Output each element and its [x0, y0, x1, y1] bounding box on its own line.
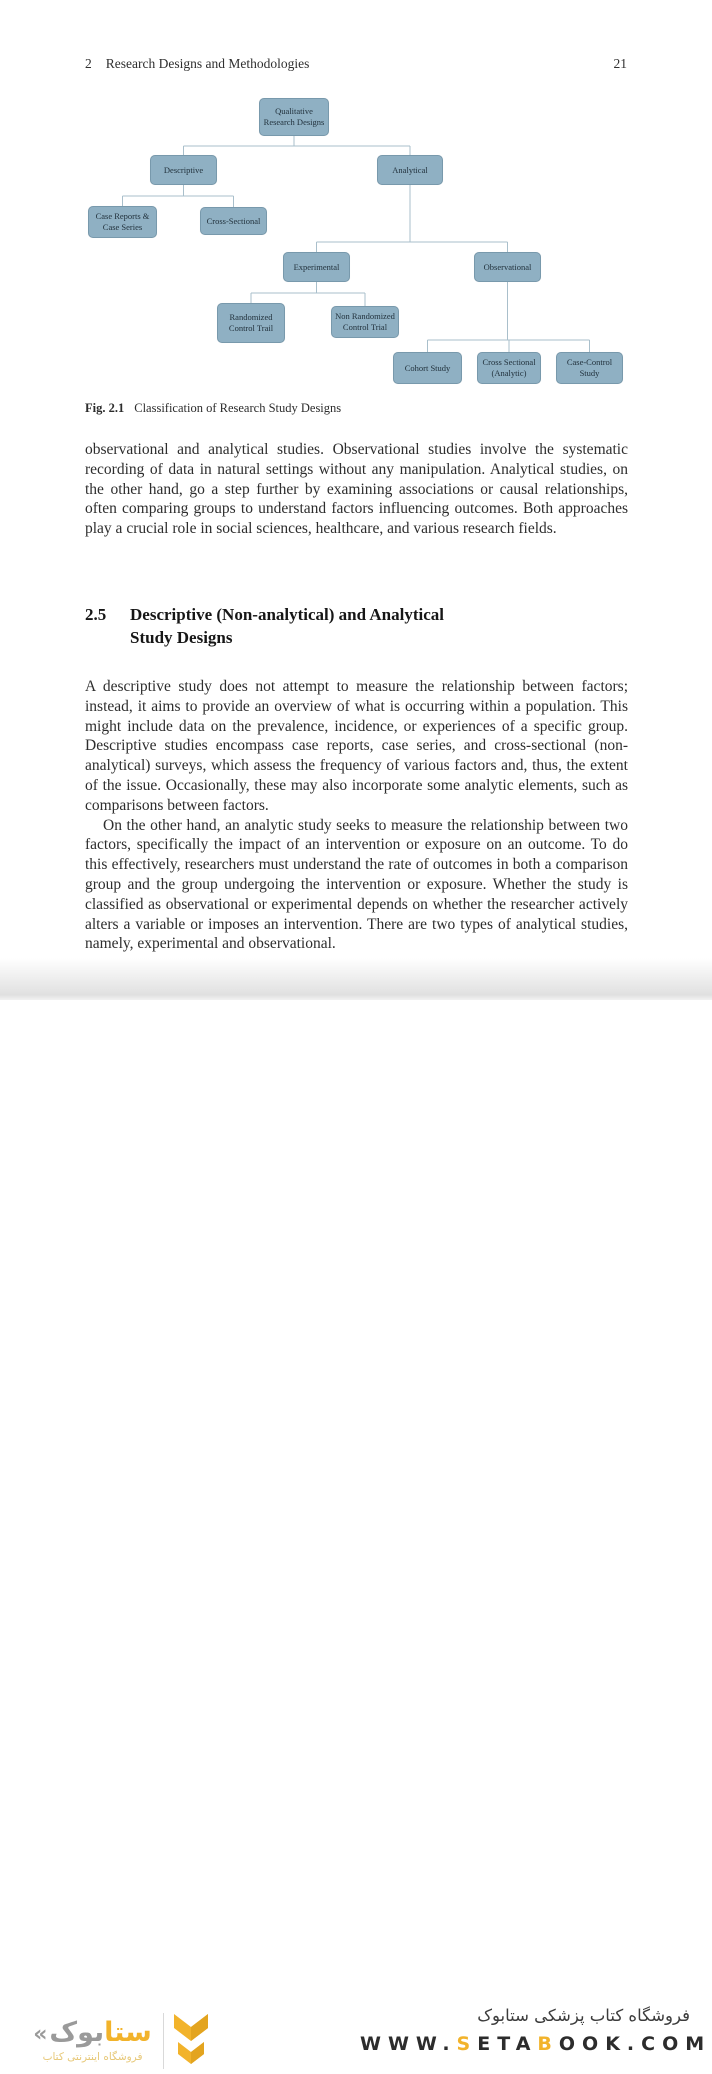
page-bottom-shadow	[0, 958, 712, 1000]
flowchart-node-cross-sectional-analytic: Cross Sectional (Analytic)	[477, 352, 541, 384]
figure-caption	[85, 401, 630, 416]
setabook-logo	[30, 2008, 210, 2074]
wordmark-gray-part: بوک	[49, 2017, 105, 2048]
url-part: OOK.COM	[558, 2033, 712, 2055]
section-number: 2.5	[85, 605, 107, 624]
paragraph-observational-analytical: observational and analytical studies. Observational studies involve the systematic recording of data in natural settings without any manipulation. Analytical studies, on the other hand, go a step further by examining associations or causal relationships, often comparing groups to understand factors influencing outcomes. Both approaches play a crucial role in social sciences, healthcare, and various research fields.	[85, 441, 628, 538]
setabook-wordmark-block	[30, 2019, 155, 2063]
flowchart-node-cohort-study: Cohort Study	[393, 352, 462, 384]
logo-tagline: فروشگاه اینترنتی کتاب	[42, 2051, 143, 2063]
section-title-line1: Descriptive (Non-analytical) and Analytical	[130, 605, 445, 624]
paragraph-descriptive-study: A descriptive study does not attempt to measure the relationship between factors; instead, it aims to provide an overview of what is occurring within a population. This might include data on the prevalence, incidence, or experiences of a specific group. Descriptive studies encompass case reports, case series, and cross-sectional (non-analytical) surveys, which assess the frequency of various factors and, thus, the extent of the issue. Occasionally, these may also incorporate some analytic elements, such as comparisons between factors.	[85, 678, 628, 814]
guillemet-mark: «	[33, 2022, 48, 2047]
store-name-persian: فروشگاه کتاب پزشکی ستابوک	[477, 2006, 690, 2025]
section-body-text	[85, 677, 628, 954]
figure-2-1-flowchart	[85, 95, 630, 395]
flowchart-node-case-reports-series: Case Reports & Case Series	[88, 206, 157, 238]
footer-watermark	[0, 1000, 712, 2063]
figure-caption-label: Fig. 2.1	[85, 401, 125, 415]
setabook-wordmark	[30, 2019, 155, 2046]
url-gold-b: B	[537, 2033, 559, 2055]
page-number: 21	[613, 56, 627, 71]
running-head-title	[85, 56, 309, 72]
chapter-title: Research Designs and Methodologies	[105, 56, 310, 71]
figure-caption-text: Classification of Research Study Designs	[134, 401, 342, 415]
paragraph-analytic-study: On the other hand, an analytic study seeks to measure the relationship between two factors, specifically the impact of an intervention or exposure on an outcome. To do this effectively, researchers must understand the rate of outcomes in both a comparison group and the group undergoing the intervention or exposure. Whether the study is classified as observational or experimental depends on whether the researcher actively alters a variable or imposes an intervention. There are two types of analytical studies, namely, experimental and observational.	[85, 816, 628, 953]
section-heading-2-5	[85, 603, 628, 649]
flowchart-connector-lines	[85, 95, 630, 395]
section-title-line2: Study Designs	[130, 628, 233, 647]
running-head	[85, 56, 627, 72]
flowchart-node-experimental: Experimental	[283, 252, 350, 282]
footer-store-info	[360, 2006, 712, 2055]
flowchart-node-randomized-control-trial: Randomized Control Trail	[217, 303, 285, 343]
url-part: WWW.	[360, 2033, 457, 2055]
chapter-number: 2	[85, 56, 92, 71]
url-part: ETA	[477, 2033, 538, 2055]
flowchart-node-analytical: Analytical	[377, 155, 443, 185]
setabook-url	[360, 2033, 712, 2055]
flowchart-node-case-control-study: Case-Control Study	[556, 352, 623, 384]
section-title	[130, 603, 444, 649]
url-gold-s: S	[456, 2033, 478, 2055]
wordmark-gold-part: ستا	[104, 2017, 152, 2048]
flowchart-node-observational: Observational	[474, 252, 541, 282]
chevron-emblem-icon	[172, 2012, 210, 2070]
flowchart-node-root: Qualitative Research Designs	[259, 98, 329, 136]
flowchart-node-descriptive: Descriptive	[150, 155, 217, 185]
flowchart-node-non-randomized-control-trial: Non Randomized Control Trial	[331, 306, 399, 338]
logo-divider	[163, 2013, 164, 2069]
flowchart-node-cross-sectional: Cross-Sectional	[200, 207, 267, 235]
